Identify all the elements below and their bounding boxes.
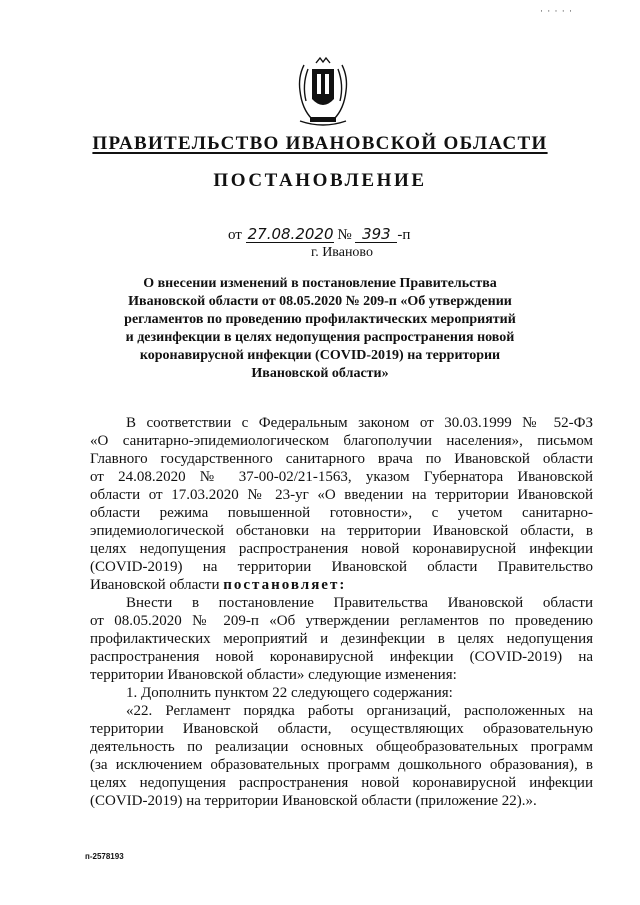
corner-mark: · · · · · bbox=[540, 6, 573, 16]
document-code: п-2578193 bbox=[85, 852, 124, 861]
body-line: «22. Регламент порядка работы организаций, расположенных на bbox=[126, 703, 593, 719]
body-line: распространения новой коронавирусной инфекции (COVID-2019) на bbox=[90, 649, 593, 665]
decree-title bbox=[100, 275, 540, 383]
body-line: территории Ивановской области, осуществляющих образовательную bbox=[90, 721, 593, 737]
title-line: регламентов по проведению профилактических мероприятий bbox=[124, 312, 516, 327]
body-item: 1. Дополнить пунктом 22 следующего содержания: bbox=[126, 685, 453, 701]
date-prefix: от bbox=[228, 227, 242, 243]
title-line: Ивановской области» bbox=[251, 366, 389, 381]
resolves-word: постановляет: bbox=[223, 577, 347, 593]
body-line: Внести в постановление Правительства Ивановской области bbox=[126, 595, 593, 611]
decree-date: 27.08.2020 bbox=[247, 225, 334, 243]
body-line bbox=[90, 576, 593, 594]
title-line: Ивановской области от 08.05.2020 № 209-п «Об утверждении bbox=[128, 294, 512, 309]
decree-number: 393 bbox=[355, 226, 397, 243]
number-suffix: -п bbox=[397, 227, 411, 243]
date-number-line bbox=[228, 226, 410, 244]
body-line: Главного государственного санитарного врача по Ивановской области bbox=[90, 451, 593, 467]
coat-of-arms-icon bbox=[290, 55, 356, 127]
body-line: территории Ивановской области» следующие изменения: bbox=[90, 667, 457, 683]
body-line: от 24.08.2020 № 37-00-02/21-1563, указом Губернатора Ивановской bbox=[90, 469, 593, 485]
city: г. Иваново bbox=[311, 245, 373, 260]
body-line: от 08.05.2020 № 209-п «Об утверждении регламентов по проведению bbox=[90, 613, 593, 629]
number-sign: № bbox=[337, 227, 352, 243]
title-line: и дезинфекции в целях недопущения распространения новой bbox=[125, 330, 515, 345]
body-line: эпидемиологической обстановки на территории Ивановской области, в bbox=[90, 523, 593, 539]
body-line: целях недопущения распространения новой коронавирусной инфекции bbox=[90, 775, 593, 791]
body-line: «О санитарно-эпидемиологическом благополучии населения», письмом bbox=[90, 433, 593, 449]
title-line: коронавирусной инфекции (COVID-2019) на территории bbox=[139, 348, 501, 363]
body-line: В соответствии с Федеральным законом от 30.03.1999 № 52-ФЗ bbox=[126, 415, 593, 431]
decree-body bbox=[90, 414, 593, 810]
body-line: целях недопущения распространения новой коронавирусной инфекции bbox=[90, 541, 593, 557]
body-line: (COVID-2019) на территории Ивановской области Правительство bbox=[90, 559, 593, 575]
document-type: ПОСТАНОВЛЕНИЕ bbox=[213, 170, 427, 191]
body-line: области от 17.03.2020 № 23-уг «О введении на территории Ивановской bbox=[90, 487, 593, 503]
body-line: деятельность по реализации основных общеобразовательных программ bbox=[90, 739, 593, 755]
title-line: О внесении изменений в постановление Правительства bbox=[143, 276, 497, 291]
body-line: (COVID-2019) на территории Ивановской области (приложение 22).». bbox=[90, 793, 537, 809]
government-heading: ПРАВИТЕЛЬСТВО ИВАНОВСКОЙ ОБЛАСТИ bbox=[92, 133, 548, 154]
body-line: профилактических мероприятий и дезинфекции в целях недопущения bbox=[90, 631, 593, 647]
body-line: (за исключением образовательных программ дошкольного образования), в bbox=[90, 757, 593, 773]
body-line: области режима повышенной готовности», с учетом санитарно- bbox=[90, 505, 593, 521]
body-text: Ивановской области bbox=[90, 577, 220, 593]
